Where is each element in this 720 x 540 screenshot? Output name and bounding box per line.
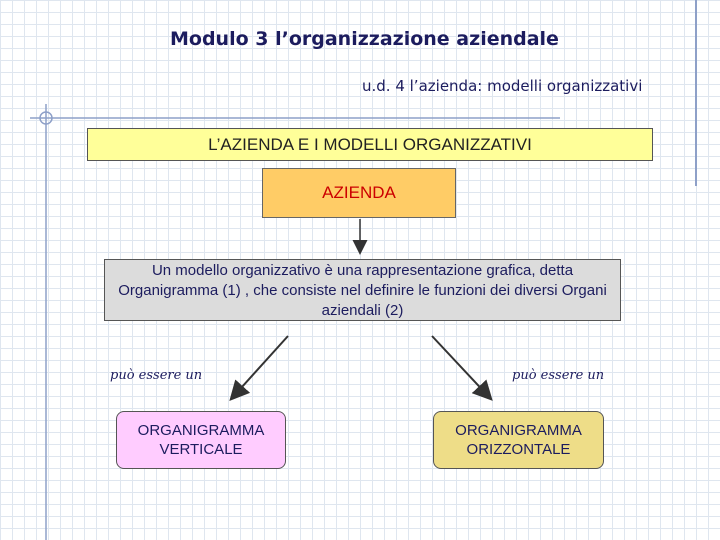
page-title: Modulo 3 l’organizzazione aziendale [170, 28, 559, 50]
node-organigramma-verticale: ORGANIGRAMMA VERTICALE [116, 411, 286, 469]
arrow-to-verticale [232, 336, 288, 398]
arrow-to-orizzontale [432, 336, 490, 398]
page-subtitle: u.d. 4 l’azienda: modelli organizzativi [362, 77, 643, 95]
diagram-banner: L’AZIENDA E I MODELLI ORGANIZZATIVI [87, 128, 653, 161]
root-node-azienda: AZIENDA [262, 168, 456, 218]
node-organigramma-orizzontale: ORGANIGRAMMA ORIZZONTALE [433, 411, 604, 469]
branch-left-label: può essere un [110, 368, 203, 383]
branch-right-label: può essere un [512, 368, 605, 383]
definition-box: Un modello organizzativo è una rappresentazione grafica, detta Organigramma (1) , che consiste nel definire le funzioni dei diversi Organi aziendali (2) [104, 259, 621, 321]
